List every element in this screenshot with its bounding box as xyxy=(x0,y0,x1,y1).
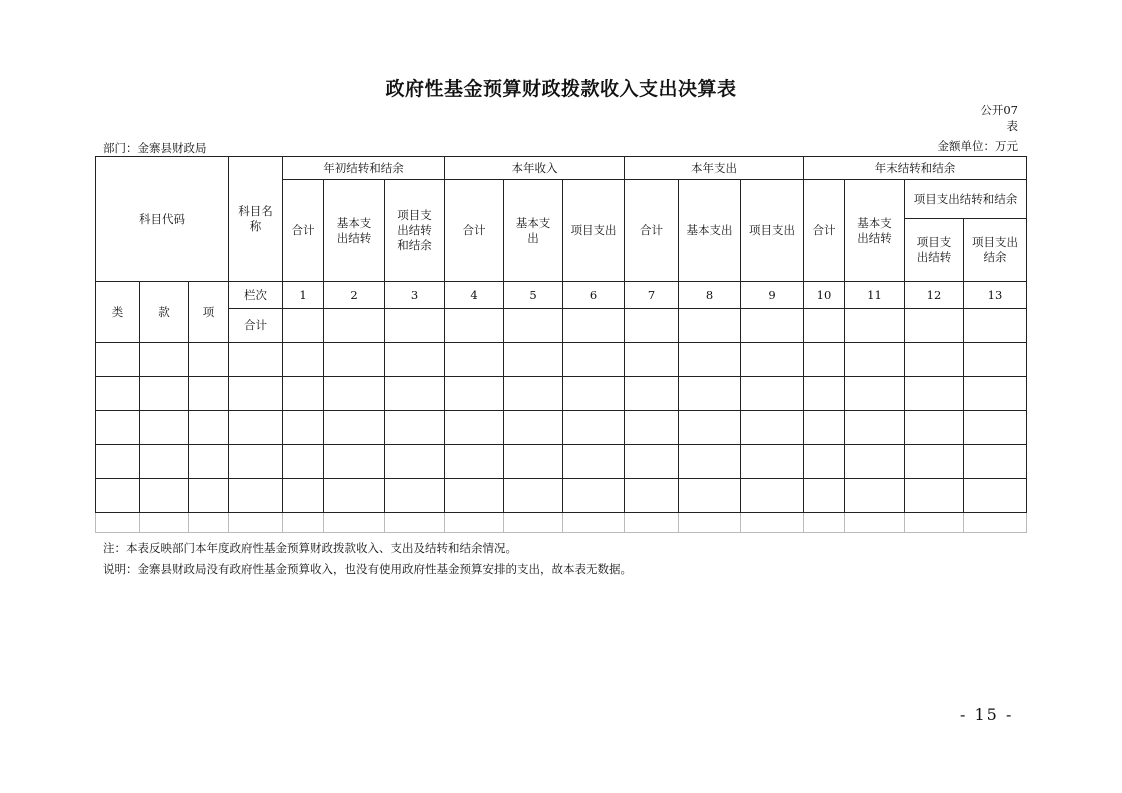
empty-cell xyxy=(741,411,804,445)
header-kuan: 款 xyxy=(140,282,189,343)
col-begin-basic-line1: 基本支 xyxy=(336,215,372,230)
empty-cell xyxy=(563,377,625,411)
col-end-project-surplus xyxy=(964,219,1027,282)
col-end-basic-line1: 基本支 xyxy=(857,215,892,230)
empty-cell xyxy=(964,513,1027,533)
col-number: 13 xyxy=(964,282,1027,309)
row-label-lanci: 栏次 xyxy=(229,282,283,309)
empty-cell xyxy=(324,343,385,377)
empty-cell xyxy=(96,479,140,513)
empty-cell xyxy=(385,445,445,479)
empty-cell xyxy=(283,377,324,411)
empty-cell xyxy=(804,445,845,479)
empty-cell xyxy=(189,411,229,445)
empty-cell xyxy=(504,479,563,513)
empty-cell xyxy=(96,343,140,377)
col-end-project-surplus-line1: 项目支出 xyxy=(972,235,1018,249)
empty-cell xyxy=(229,377,283,411)
col-income-basic-line2: 出 xyxy=(527,230,539,245)
empty-cell xyxy=(324,411,385,445)
empty-cell xyxy=(845,343,905,377)
empty-cell xyxy=(229,513,283,533)
empty-cell xyxy=(385,411,445,445)
empty-cell xyxy=(324,445,385,479)
empty-cell xyxy=(96,411,140,445)
empty-cell xyxy=(445,411,504,445)
header-subject-code: 科目代码 xyxy=(96,157,229,282)
table-row xyxy=(96,445,1027,479)
empty-cell xyxy=(283,445,324,479)
table-row xyxy=(96,411,1027,445)
empty-cell xyxy=(140,513,189,533)
empty-cell xyxy=(445,343,504,377)
empty-cell xyxy=(283,513,324,533)
col-expense-total: 合计 xyxy=(625,180,679,282)
empty-cell xyxy=(905,445,964,479)
empty-cell xyxy=(625,445,679,479)
empty-cell xyxy=(140,343,189,377)
col-begin-project-line1: 项目支 xyxy=(397,208,432,222)
col-income-total: 合计 xyxy=(445,180,504,282)
group-year-expense: 本年支出 xyxy=(625,157,804,180)
row-label-total: 合计 xyxy=(229,309,283,343)
empty-cell xyxy=(845,411,905,445)
empty-cell xyxy=(229,411,283,445)
empty-cell xyxy=(96,377,140,411)
empty-cell xyxy=(563,479,625,513)
empty-cell xyxy=(140,411,189,445)
col-number: 6 xyxy=(563,282,625,309)
empty-cell xyxy=(504,309,563,343)
col-expense-project: 项目支出 xyxy=(741,180,804,282)
empty-cell xyxy=(741,513,804,533)
empty-cell xyxy=(504,513,563,533)
header-subject-name-line2: 称 xyxy=(249,219,262,233)
empty-cell xyxy=(324,479,385,513)
empty-cell xyxy=(324,309,385,343)
table-row xyxy=(96,343,1027,377)
empty-cell xyxy=(445,513,504,533)
header-lei: 类 xyxy=(96,282,140,343)
empty-cell xyxy=(741,445,804,479)
empty-cell xyxy=(385,343,445,377)
empty-cell xyxy=(679,411,741,445)
empty-cell xyxy=(385,479,445,513)
empty-cell xyxy=(804,411,845,445)
empty-cell xyxy=(189,445,229,479)
col-expense-basic: 基本支出 xyxy=(679,180,741,282)
empty-cell xyxy=(563,343,625,377)
header-subject-name-line1: 科目名 xyxy=(238,204,273,218)
col-number: 1 xyxy=(283,282,324,309)
empty-cell xyxy=(283,479,324,513)
empty-cell xyxy=(563,309,625,343)
empty-cell xyxy=(679,479,741,513)
empty-cell xyxy=(445,445,504,479)
department-label: 部门：金寨县财政局 xyxy=(103,141,207,155)
empty-cell xyxy=(741,343,804,377)
empty-cell xyxy=(964,479,1027,513)
table-note: 注：本表反映部门本年度政府性基金预算财政拨款收入、支出及结转和结余情况。 xyxy=(103,541,517,555)
table-row xyxy=(96,513,1027,533)
empty-cell xyxy=(845,377,905,411)
empty-cell xyxy=(324,377,385,411)
empty-cell xyxy=(504,377,563,411)
empty-cell xyxy=(563,411,625,445)
header-subject-name xyxy=(229,157,283,282)
form-code xyxy=(980,102,1018,134)
empty-cell xyxy=(96,513,140,533)
empty-cell xyxy=(741,479,804,513)
empty-cell xyxy=(905,513,964,533)
empty-cell xyxy=(741,377,804,411)
col-end-project-carry-line1: 项目支 xyxy=(916,235,952,249)
table-row xyxy=(96,377,1027,411)
col-number: 8 xyxy=(679,282,741,309)
empty-cell xyxy=(504,343,563,377)
col-begin-project xyxy=(385,180,445,282)
empty-cell xyxy=(189,377,229,411)
empty-cell xyxy=(964,445,1027,479)
empty-cell xyxy=(140,445,189,479)
empty-cell xyxy=(504,445,563,479)
empty-cell xyxy=(964,343,1027,377)
empty-cell xyxy=(563,445,625,479)
empty-cell xyxy=(229,343,283,377)
col-end-basic xyxy=(845,180,905,282)
empty-cell xyxy=(905,343,964,377)
empty-cell xyxy=(625,377,679,411)
empty-cell xyxy=(905,309,964,343)
budget-table xyxy=(95,156,1027,533)
col-number: 12 xyxy=(905,282,964,309)
empty-cell xyxy=(679,377,741,411)
empty-cell xyxy=(679,445,741,479)
empty-cell xyxy=(563,513,625,533)
group-end-balance: 年末结转和结余 xyxy=(804,157,1027,180)
empty-cell xyxy=(385,309,445,343)
col-number: 10 xyxy=(804,282,845,309)
empty-cell xyxy=(905,479,964,513)
col-end-basic-line2: 出结转 xyxy=(857,230,892,245)
group-year-income: 本年收入 xyxy=(445,157,625,180)
table-row xyxy=(96,479,1027,513)
empty-cell xyxy=(804,479,845,513)
empty-cell xyxy=(964,411,1027,445)
col-end-project-carry xyxy=(905,219,964,282)
empty-cell xyxy=(741,309,804,343)
empty-cell xyxy=(679,343,741,377)
empty-cell xyxy=(845,513,905,533)
col-number: 7 xyxy=(625,282,679,309)
col-end-total: 合计 xyxy=(804,180,845,282)
group-begin-balance: 年初结转和结余 xyxy=(283,157,445,180)
col-begin-basic xyxy=(324,180,385,282)
empty-cell xyxy=(385,513,445,533)
group-project-balance: 项目支出结转和结余 xyxy=(905,180,1027,219)
empty-cell xyxy=(189,343,229,377)
empty-cell xyxy=(905,411,964,445)
empty-cell xyxy=(229,479,283,513)
col-number: 3 xyxy=(385,282,445,309)
header-xiang: 项 xyxy=(189,282,229,343)
empty-cell xyxy=(964,309,1027,343)
empty-cell xyxy=(283,411,324,445)
empty-cell xyxy=(385,377,445,411)
form-code-line2: 表 xyxy=(1006,119,1018,133)
empty-cell xyxy=(625,343,679,377)
empty-cell xyxy=(964,377,1027,411)
col-end-project-surplus-line2: 结余 xyxy=(983,250,1007,264)
col-end-project-carry-line2: 出结转 xyxy=(916,250,952,264)
empty-cell xyxy=(229,445,283,479)
empty-cell xyxy=(845,479,905,513)
empty-cell xyxy=(845,445,905,479)
empty-cell xyxy=(445,377,504,411)
table-explanation: 说明：金寨县财政局没有政府性基金预算收入，也没有使用政府性基金预算安排的支出，故本表无数据。 xyxy=(103,562,632,576)
empty-cell xyxy=(283,309,324,343)
page-title: 政府性基金预算财政拨款收入支出决算表 xyxy=(385,78,737,100)
col-begin-project-line2: 出结转 xyxy=(397,223,432,237)
empty-cell xyxy=(905,377,964,411)
empty-cell xyxy=(625,309,679,343)
empty-cell xyxy=(189,513,229,533)
col-income-project: 项目支出 xyxy=(563,180,625,282)
empty-cell xyxy=(804,309,845,343)
col-begin-project-line3: 和结余 xyxy=(397,238,432,252)
col-income-basic-line1: 基本支 xyxy=(515,215,551,230)
col-number: 5 xyxy=(504,282,563,309)
empty-cell xyxy=(625,479,679,513)
col-number: 9 xyxy=(741,282,804,309)
empty-cell xyxy=(679,513,741,533)
empty-cell xyxy=(445,479,504,513)
empty-cell xyxy=(804,513,845,533)
col-begin-basic-line2: 出结转 xyxy=(336,230,372,245)
empty-cell xyxy=(283,343,324,377)
unit-label: 金额单位：万元 xyxy=(937,139,1018,153)
empty-cell xyxy=(804,377,845,411)
col-income-basic xyxy=(504,180,563,282)
empty-cell xyxy=(625,411,679,445)
empty-cell xyxy=(804,343,845,377)
col-number: 2 xyxy=(324,282,385,309)
col-begin-total: 合计 xyxy=(283,180,324,282)
empty-cell xyxy=(140,377,189,411)
col-number: 11 xyxy=(845,282,905,309)
empty-cell xyxy=(140,479,189,513)
empty-cell xyxy=(445,309,504,343)
empty-cell xyxy=(96,445,140,479)
col-number: 4 xyxy=(445,282,504,309)
empty-cell xyxy=(504,411,563,445)
page-number: - 15 - xyxy=(960,705,1014,724)
empty-cell xyxy=(324,513,385,533)
form-code-line1: 公开07 xyxy=(980,103,1018,117)
empty-cell xyxy=(845,309,905,343)
empty-cell xyxy=(679,309,741,343)
empty-cell xyxy=(625,513,679,533)
empty-cell xyxy=(189,479,229,513)
